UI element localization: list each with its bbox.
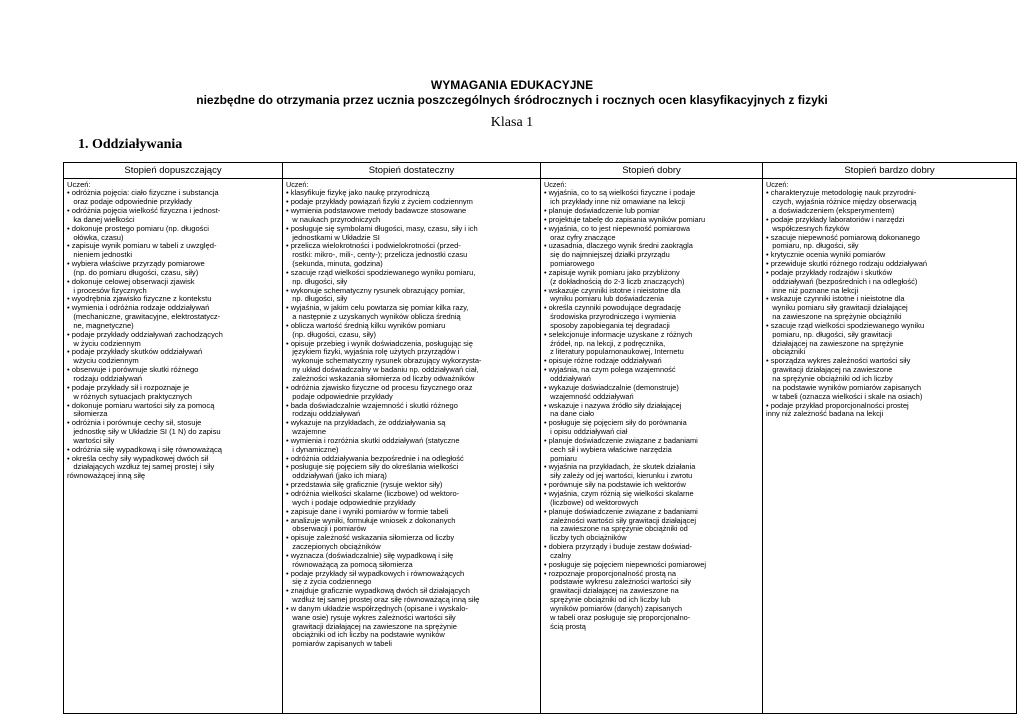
requirement-line: • dokonuje prostego pomiaru (np. długości: [67, 223, 209, 233]
requirement-line: a następnie z uzyskanych wyników oblicza średnią: [286, 312, 461, 322]
requirement-line: • opisuje zależność wskazania siłomierza od liczby: [286, 533, 455, 543]
requirement-line: • opisuje różne rodzaje oddziaływań: [544, 356, 662, 366]
requirement-line: • odróżnia i porównuje cechy sił, stosuje: [67, 418, 202, 428]
requirement-line: działającej na zawieszone na sprężynie: [766, 338, 904, 348]
requirement-line: źródeł, np. na lekcji, z podręcznika,: [544, 338, 666, 348]
column-header-bardzo-dobry: Stopień bardzo dobry: [763, 163, 1017, 179]
cell-dopuszczajacy: [64, 179, 283, 714]
requirement-line: cech sił i wybiera właściwe narzędzia: [544, 444, 672, 454]
requirement-line: w życiu codziennym: [67, 338, 141, 348]
cell-bardzo-dobry: [763, 179, 1017, 714]
requirement-line: • wymienia i odróżnia rodzaje oddziaływań: [67, 303, 210, 313]
requirement-line: liczby tych obciążników: [544, 533, 627, 543]
requirement-line: • porównuje siły na podstawie ich wektorów: [544, 480, 686, 490]
requirement-line: wzajemne: [286, 427, 327, 437]
column-header-dostateczny: Stopień dostateczny: [283, 163, 541, 179]
requirement-line: rodzaju oddziaływań: [67, 374, 143, 384]
requirement-line: wykonuje schematyczny rysunek obrazujący wykorzysta-: [286, 356, 482, 366]
requirement-line: na dane ciało: [544, 409, 595, 419]
requirement-line: • bada doświadczalnie wzajemność i skutki różnego: [286, 400, 458, 410]
requirement-line: • odróżnia siłę wypadkową i siłę równoważącą: [67, 444, 223, 454]
requirement-line: wane osie) rysuje wykres zależności wartości siły: [286, 612, 456, 622]
requirement-line: rodzaju oddziaływań: [286, 409, 361, 419]
cell-dobry: [541, 179, 763, 714]
requirement-line: • planuje doświadczenie związane z badaniami: [544, 435, 698, 445]
requirement-line: nieniem jednostki: [67, 250, 133, 260]
requirement-line: zaczepionych obciążników: [286, 542, 381, 552]
requirements-table: [63, 162, 1017, 714]
requirement-line: wyniku pomiaru siły grawitacji działającej: [766, 303, 908, 313]
requirement-line: • przewiduje skutki różnego rodzaju oddziaływań: [766, 259, 928, 269]
cell-intro: Uczeń:: [286, 180, 309, 189]
requirement-line: wyników pomiarów (danych) zapisanych: [544, 603, 683, 613]
document-subtitle: niezbędne do otrzymania przez ucznia poszczególnych śródrocznych i rocznych ocen klasyfikacyjnych z fizyki: [196, 93, 828, 107]
requirement-list: [766, 189, 1013, 419]
requirement-list: [544, 189, 759, 631]
requirement-line: pomiarowego: [544, 259, 595, 269]
table-header-row: [64, 163, 1017, 179]
requirement-line: • selekcjonuje informacje uzyskane z różnych: [544, 329, 693, 339]
requirement-line: rostki: mikro-, mili-, centy-); przelicza jednostki czasu: [286, 250, 468, 260]
requirement-line: • dokonuje celowej obserwacji zjawisk: [67, 276, 195, 286]
requirement-line: • wymienia i rozróżnia skutki oddziaływań (statyczne: [286, 435, 460, 445]
requirement-line: wzajemność oddziaływań: [544, 391, 634, 401]
requirement-line: • podaje przykłady powiązań fizyki z życiem codziennym: [286, 197, 473, 207]
requirement-line: oraz cyfry znaczące: [544, 232, 616, 242]
requirement-line: jednostkami w Układzie SI: [286, 232, 380, 242]
requirement-line: i dynamiczne): [286, 444, 339, 454]
requirement-line: • wskazuje czynniki istotne i nieistotne dla: [766, 294, 905, 304]
requirement-line: • wyjaśnia, na czym polega wzajemność: [544, 365, 676, 375]
requirement-line: • planuje doświadczenie lub pomiar: [544, 205, 660, 215]
requirement-line: ny układ doświadczalny w badaniu np. oddziaływań ciał,: [286, 365, 479, 375]
requirement-line: • analizuje wyniki, formułuje wniosek z dokonanych: [286, 515, 456, 525]
requirement-line: wartości siły: [67, 435, 115, 445]
requirement-line: • wyjaśnia, co to jest niepewność pomiarowa: [544, 223, 690, 233]
requirement-line: środowiska przyrodniczego i wymienia: [544, 312, 676, 322]
requirement-line: • podaje przykłady oddziaływań zachodzących: [67, 329, 223, 339]
requirement-line: • wykazuje doświadczalnie (demonstruje): [544, 382, 679, 392]
requirement-line: równoważącej inną siłę: [67, 471, 146, 481]
requirement-line: ołówka, czasu): [67, 232, 124, 242]
requirement-line: • zapisuje dane i wyniki pomiarów w formie tabeli: [286, 506, 449, 516]
cell-intro: Uczeń:: [67, 180, 91, 189]
requirement-line: pomiaru, np. długości, siły: [766, 241, 859, 251]
class-label: Klasa 1: [490, 115, 534, 130]
requirement-line: • oblicza wartość średnią kilku wyników pomiaru: [286, 320, 446, 330]
requirement-line: • obserwuje i porównuje skutki różnego: [67, 365, 199, 375]
requirement-line: • wykazuje na przykładach, że oddziaływania są: [286, 418, 446, 428]
requirement-line: na zawieszone na sprężynie obciążniki: [766, 312, 902, 322]
requirement-line: pomiarów zapisanych w tabeli: [286, 639, 392, 649]
requirement-line: na sprężynie obciążniki od ich liczby: [766, 374, 893, 384]
requirement-line: w naukach przyrodniczych: [286, 214, 381, 224]
requirement-line: (np. długości, czasu, siły): [286, 329, 377, 339]
requirement-line: sprężynie obciążniki od ich liczby lub: [544, 595, 671, 605]
requirement-line: • posługuje się pojęciem siły do porównania: [544, 418, 687, 428]
requirement-line: np. długości, siły: [286, 294, 348, 304]
cell-intro: Uczeń:: [544, 180, 567, 189]
requirement-line: wyniku pomiaru lub doświadczenia: [544, 294, 664, 304]
requirement-line: • wyodrębnia zjawisko fizyczne z kontekstu: [67, 294, 212, 304]
requirement-line: się do najmniejszej działki przyrządu: [544, 250, 670, 260]
requirement-line: oddziaływań (bezpośrednich i na odległość): [766, 276, 918, 286]
requirement-line: (z dokładnością do 2-3 liczb znaczących): [544, 276, 685, 286]
cell-dostateczny: [283, 179, 541, 714]
requirement-line: siły zależy od jej wartości, kierunku i zwrotu: [544, 471, 693, 481]
requirement-line: w różnych sytuacjach praktycznych: [67, 391, 192, 401]
requirement-line: • charakteryzuje metodologię nauk przyrodni-: [766, 188, 917, 198]
requirement-line: • posługuje się symbolami długości, masy, czasu, siły i ich: [286, 223, 478, 233]
requirement-line: podstawie wykresu zależności wartości siły: [544, 577, 692, 587]
requirement-line: czalny: [544, 550, 572, 560]
requirement-line: • sporządza wykres zależności wartości siły: [766, 356, 911, 366]
requirement-line: wzdłuż tej samej prostej oraz siłę równoważącą inną siłę: [286, 595, 480, 605]
requirement-line: grawitacji działającej na zawieszone na sprężynie: [286, 621, 457, 631]
requirement-line: jednostkę siły w Układzie SI (1 N) do zapisu: [67, 427, 221, 437]
document-header: [0, 78, 1024, 131]
requirement-line: • wyjaśnia, w jakim celu powtarza się pomiar kilka razy,: [286, 303, 469, 313]
requirement-line: i opisu oddziaływań ciał: [544, 427, 628, 437]
requirement-line: i procesów fizycznych: [67, 285, 147, 295]
requirement-line: zależności wskazania siłomierza od liczby odważników: [286, 374, 475, 384]
requirement-line: ka danej wielkości: [67, 214, 135, 224]
requirement-line: • wykonuje schematyczny rysunek obrazujący pomiar,: [286, 285, 465, 295]
requirement-list: [67, 189, 279, 481]
requirement-line: • klasyfikuje fizykę jako naukę przyrodniczą: [286, 188, 430, 198]
requirement-line: • projektuje tabelę do zapisania wyników pomiaru: [544, 214, 706, 224]
requirement-line: wżyciu codziennym: [67, 356, 139, 366]
requirement-line: na podstawie wyników pomiarów zapisanych: [766, 382, 922, 392]
requirement-line: współczesnych fizyków: [766, 223, 850, 233]
requirement-line: • szacuje rząd wielkości spodziewanego wyniku: [766, 320, 925, 330]
requirement-line: (np. do pomiaru długości, czasu, siły): [67, 267, 199, 277]
requirement-line: • posługuje się pojęciem siły do określania wielkości: [286, 462, 459, 472]
requirement-line: • wskazuje czynniki istotne i nieistotne dla: [544, 285, 681, 295]
requirement-line: na zawieszone na sprężynie obciążniki od: [544, 524, 688, 534]
requirement-line: zależności wartości siły grawitacji działającej: [544, 515, 696, 525]
section-title: 1. Oddziaływania: [78, 137, 183, 152]
requirement-line: • odróżnia zjawisko fizyczne od procesu fizycznego oraz: [286, 382, 473, 392]
requirement-line: • odróżnia pojęcia wielkość fizyczna i jednost-: [67, 205, 221, 215]
requirement-line: siłomierza: [67, 409, 108, 419]
requirement-line: językiem fizyki, wyjaśnia rolę użytych przyrządów i: [286, 347, 460, 357]
requirement-line: a doświadczeniem (eksperymentem): [766, 205, 895, 215]
requirement-line: w tabeli (oznacza wielkości i skale na osiach): [766, 391, 923, 401]
requirement-line: • odróżnia wielkości skalarne (liczbowe) od wektoro-: [286, 488, 460, 498]
requirement-line: • wyjaśnia, czym różnią się wielkości skalarne: [544, 488, 694, 498]
requirement-line: (sekunda, minuta, godzina): [286, 259, 383, 269]
requirement-line: • wyznacza (doświadczalnie) siłę wypadkową i siłę: [286, 550, 454, 560]
requirement-line: • uzasadnia, dlaczego wynik średni zaokrągla: [544, 241, 693, 251]
column-header-dobry: Stopień dobry: [541, 163, 763, 179]
requirement-line: • wyjaśnia, co to są wielkości fizyczne i podaje: [544, 188, 696, 198]
requirement-line: wych i podaje odpowiednie przykłady: [286, 497, 416, 507]
requirement-line: czych, wyjaśnia różnice między obserwacją: [766, 197, 917, 207]
requirement-line: ich przykłady inne niż omawiane na lekcji: [544, 197, 685, 207]
requirement-line: oddziaływań (jako ich miarą): [286, 471, 387, 481]
requirement-line: obciążniki od ich liczby na podstawie wyników: [286, 630, 445, 640]
requirement-line: działających wzdłuż tej samej prostej i siły: [67, 462, 215, 472]
requirement-line: (mechaniczne, grawitacyjne, elektrostatycz-: [67, 312, 221, 322]
requirement-line: • przedstawia siłę graficznie (rysuje wektor siły): [286, 480, 443, 490]
requirement-line: równoważącą za pomocą siłomierza: [286, 559, 413, 569]
requirement-line: podaje odpowiednie przykłady: [286, 391, 393, 401]
requirement-line: ścią prostą: [544, 621, 586, 631]
requirement-line: • wybiera właściwe przyrządy pomiarowe: [67, 259, 205, 269]
requirement-line: • zapisuje wynik pomiaru w tabeli z uwzględ-: [67, 241, 217, 251]
cell-intro: Uczeń:: [766, 180, 789, 189]
requirement-line: w tabeli oraz posługuje się proporcjonalno-: [544, 612, 691, 622]
requirement-line: ne, magnetyczne): [67, 320, 134, 330]
requirement-line: (liczbowe) od wektorowych: [544, 497, 639, 507]
requirement-line: grawitacji działającej na zawieszone: [766, 365, 893, 375]
requirement-line: grawitacji działającej na zawieszone na: [544, 586, 679, 596]
requirement-line: • określa cechy siły wypadkowej dwóch sił: [67, 453, 209, 463]
requirement-line: • opisuje przebieg i wynik doświadczenia, posługując się: [286, 338, 473, 348]
document-title: WYMAGANIA EDUKACYJNE: [430, 78, 594, 92]
requirement-line: • podaje przykłady rodzajów i skutków: [766, 267, 893, 277]
requirement-line: • posługuje się pojęciem niepewności pomiarowej: [544, 559, 706, 569]
requirement-line: • zapisuje wynik pomiaru jako przybliżony: [544, 267, 680, 277]
requirement-line: • określa czynniki powodujące degradację: [544, 303, 681, 313]
requirement-line: • wyjaśnia na przykładach, że skutek działania: [544, 462, 696, 472]
requirement-line: inny niż zależność badana na lekcji: [766, 409, 884, 419]
requirement-line: inne niż poznane na lekcji: [766, 285, 859, 295]
requirement-line: • szacuje niepewność pomiarową dokonanego: [766, 232, 920, 242]
requirement-line: oddziaływań: [544, 374, 591, 384]
requirement-line: • podaje przykład proporcjonalności prostej: [766, 400, 909, 410]
column-header-dopuszczajacy: Stopień dopuszczający: [64, 163, 283, 179]
requirement-line: • w danym układzie współrzędnych (opisane i wyskalo-: [286, 603, 468, 613]
requirement-list: [286, 189, 537, 649]
requirement-line: z literatury popularnonaukowej, Internetu: [544, 347, 684, 357]
requirement-line: • znajduje graficznie wypadkową dwóch sił działających: [286, 586, 470, 596]
requirement-line: • podaje przykłady sił wypadkowych i równoważących: [286, 568, 465, 578]
requirement-line: • odróżnia oddziaływania bezpośrednie i na odległość: [286, 453, 464, 463]
requirement-line: • szacuje rząd wielkości spodziewanego wyniku pomiaru,: [286, 267, 476, 277]
requirement-line: np. długości, siły: [286, 276, 348, 286]
requirement-line: • planuje doświadczenie związane z badaniami: [544, 506, 698, 516]
requirement-line: oraz podaje odpowiednie przykłady: [67, 197, 192, 207]
requirement-line: • dokonuje pomiaru wartości siły za pomocą: [67, 400, 215, 410]
requirement-line: się z życia codziennego: [286, 577, 372, 587]
requirement-line: • podaje przykłady laboratoriów i narzędzi: [766, 214, 905, 224]
requirement-line: • wskazuje i nazywa źródło siły działającej: [544, 400, 682, 410]
requirement-line: • krytycznie ocenia wyniki pomiarów: [766, 250, 886, 260]
requirement-line: pomiaru: [544, 453, 577, 463]
requirement-line: • wymienia podstawowe metody badawcze stosowane: [286, 205, 467, 215]
requirement-line: • dobiera przyrządy i buduje zestaw doświad-: [544, 542, 693, 552]
requirement-line: • podaje przykłady sił i rozpoznaje je: [67, 382, 190, 392]
table-row: [64, 179, 1017, 714]
requirement-line: • rozpoznaje proporcjonalność prostą na: [544, 568, 677, 578]
requirement-line: obciążniki: [766, 347, 806, 357]
requirement-line: • odróżnia pojęcia: ciało fizyczne i substancja: [67, 188, 219, 198]
requirement-line: • podaje przykłady skutków oddziaływań: [67, 347, 203, 357]
requirement-line: pomiaru, np. długości, siły grawitacji: [766, 329, 892, 339]
requirement-line: obserwacji i pomiarów: [286, 524, 367, 534]
requirement-line: sposoby zapobiegania tej degradacji: [544, 320, 670, 330]
requirement-line: • przelicza wielokrotności i podwielokrotności (przed-: [286, 241, 461, 251]
